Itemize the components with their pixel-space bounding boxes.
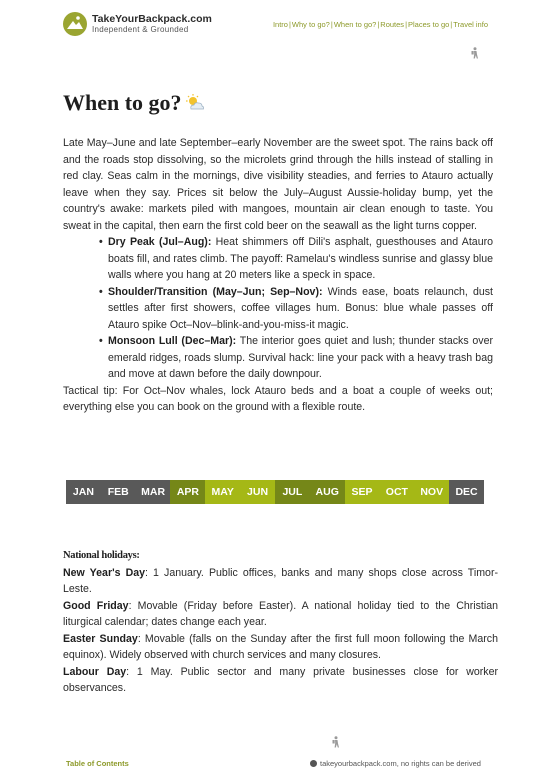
nav-separator: | (405, 20, 408, 29)
season-text: Winds ease, boats relaunch, dust settles after first showers, coffee villages hum. Bonus: blue whale passes off Atauro spike Oct–Nov–blink-and-you-miss-it magic. (108, 285, 493, 331)
month-nov: NOV (414, 480, 449, 504)
holiday-item (63, 664, 498, 697)
globe-icon (310, 760, 317, 767)
holiday-item (63, 631, 498, 664)
list-item (108, 333, 493, 383)
brand-tagline: Independent & Grounded (92, 25, 189, 34)
holiday-name: Labour Day (63, 665, 127, 678)
hiker-icon (331, 736, 341, 748)
main-content (63, 135, 493, 416)
list-item (108, 284, 493, 334)
month-jul: JUL (275, 480, 310, 504)
footer-copyright (310, 759, 481, 768)
page-header (0, 0, 550, 48)
nav-item-routes[interactable]: Routes (380, 20, 405, 29)
nav-item-places-to-go[interactable]: Places to go (408, 20, 450, 29)
month-calendar-bar (66, 480, 484, 504)
holiday-name: New Year's Day (63, 566, 146, 579)
nav-item-travel-info[interactable]: Travel info (453, 20, 488, 29)
month-jan: JAN (66, 480, 101, 504)
nav-separator: | (330, 20, 333, 29)
month-aug: AUG (310, 480, 345, 504)
sun-behind-cloud-icon (185, 93, 205, 113)
holidays-section (63, 548, 498, 697)
holiday-text: : Movable (falls on the Sunday after the first full moon following the March equinox). Widely observed with church services and many closures. (63, 632, 498, 661)
hiker-icon (470, 47, 480, 59)
holiday-item (63, 565, 498, 598)
holiday-text: : 1 January. Public offices, banks and many shops close across Timor-Leste. (63, 566, 498, 595)
month-dec: DEC (449, 480, 484, 504)
logo-icon[interactable] (63, 12, 87, 36)
holiday-name: Easter Sunday (63, 632, 138, 645)
footer-copyright-text: takeyourbackpack.com, no rights can be derived (320, 759, 481, 768)
season-text: Heat shimmers off Dili's asphalt, guesthouses and Atauro boats fill, and rates climb. The payoff: Ramelau's windless sunrise and glassy blue walls where you hang at 20 meters like a speck in space. (108, 236, 494, 281)
list-item (108, 234, 493, 284)
season-label: Dry Peak (Jul–Aug): (108, 236, 212, 248)
top-nav (273, 20, 488, 29)
month-sep: SEP (345, 480, 380, 504)
season-label: Monsoon Lull (Dec–Mar): (108, 335, 237, 347)
holiday-name: Good Friday (63, 599, 129, 612)
month-mar: MAR (136, 480, 171, 504)
nav-item-when-to-go[interactable]: When to go? (333, 20, 377, 29)
season-text: The interior goes quiet and lush; thunder stacks over emerald ridges, roads slump. Survival hack: line your pack with a heavy trash bag and move at dawn before the daily downpour. (108, 335, 493, 380)
nav-separator: | (288, 20, 291, 29)
month-oct: OCT (379, 480, 414, 504)
season-list (63, 234, 493, 383)
nav-item-why-to-go[interactable]: Why to go? (291, 20, 330, 29)
month-feb: FEB (101, 480, 136, 504)
tactical-tip: Tactical tip: For Oct–Nov whales, lock Atauro beds and a boat a couple of weeks out; everything else you can book on the ground with a flexible route. (63, 384, 493, 413)
holiday-item (63, 598, 498, 631)
season-label: Shoulder/Transition (May–Jun; Sep–Nov): (108, 285, 323, 298)
nav-separator: | (450, 20, 453, 29)
month-may: MAY (205, 480, 240, 504)
holiday-text: : Movable (Friday before Easter). A national holiday tied to the Christian liturgical calendar; dates change each year. (63, 599, 499, 628)
holiday-text: : 1 May. Public sector and many private businesses close for worker observances. (63, 665, 498, 694)
page-title: When to go? (63, 90, 182, 115)
holidays-heading: National holidays: (63, 550, 140, 561)
brand-name[interactable]: TakeYourBackpack.com (92, 13, 212, 25)
nav-item-intro[interactable]: Intro (272, 20, 288, 29)
month-jun: JUN (240, 480, 275, 504)
table-of-contents-link[interactable]: Table of Contents (66, 759, 129, 768)
nav-separator: | (377, 20, 380, 29)
month-apr: APR (170, 480, 205, 504)
intro-paragraph: Late May–June and late September–early November are the sweet spot. The rains back off and the roads stop dissolving, so the microlets grind through the hills instead of stalling in red clay. Seas calm in the mornings, dive visibility steadies, and ferries to Atauro actually leave when they say. Prices sit below the July–August Aussie-holiday bump, yet the country's awake: markets piled with mangoes, mountain air clean enough to taste. You sweat in the capital, then earn the first cold beer on the seawall as the light turns copper. (63, 137, 493, 232)
